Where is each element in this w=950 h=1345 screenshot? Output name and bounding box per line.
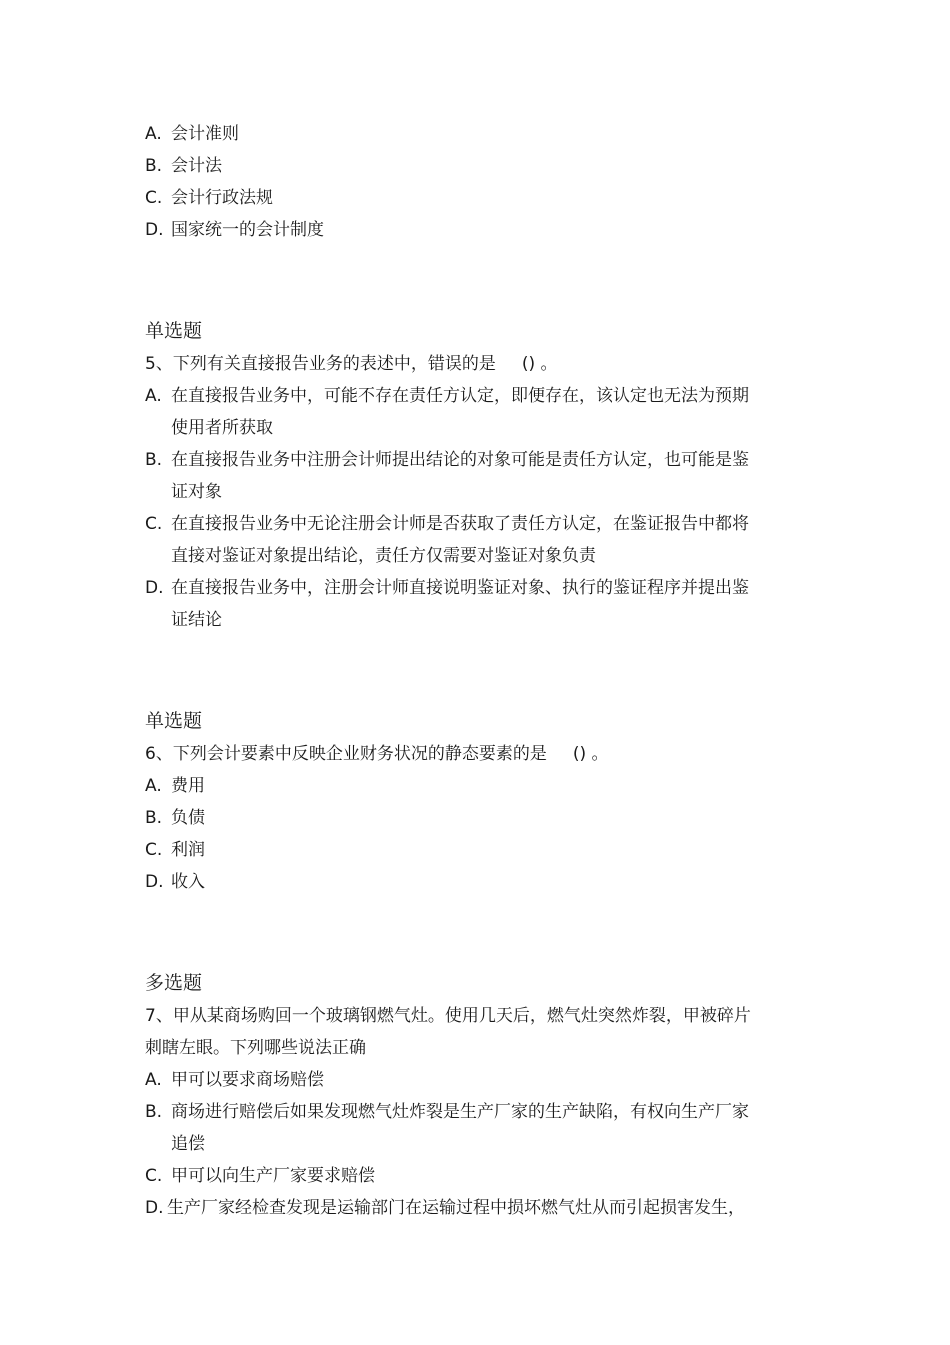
option-text: 国家统一的会计制度 <box>171 220 324 240</box>
q4-option-c <box>145 182 763 214</box>
option-text: 在直接报告业务中，注册会计师直接说明鉴证对象、执行的鉴证程序并提出鉴证结论 <box>171 578 749 630</box>
option-letter: B. <box>145 450 163 470</box>
q4-option-d <box>145 214 763 246</box>
option-letter: D. <box>145 872 164 892</box>
q6-option-a <box>145 770 763 802</box>
option-text: 商场进行赔偿后如果发现燃气灶炸裂是生产厂家的生产缺陷，有权向生产厂家追偿 <box>171 1102 749 1154</box>
option-letter: D. <box>145 1198 164 1218</box>
stem-text: 6、下列会计要素中反映企业财务状况的静态要素的是 <box>145 744 547 764</box>
option-text: 在直接报告业务中注册会计师提出结论的对象可能是责任方认定，也可能是鉴证对象 <box>171 450 749 502</box>
q4-option-a <box>145 118 763 150</box>
option-text: 费用 <box>171 776 205 796</box>
option-letter: A. <box>145 1070 162 1090</box>
option-letter: C. <box>145 188 163 208</box>
option-letter: C. <box>145 1166 163 1186</box>
question-type-heading: 多选题 <box>145 972 203 994</box>
question-type-heading: 单选题 <box>145 710 203 732</box>
option-letter: A. <box>145 386 162 406</box>
q5-option-c <box>145 508 763 572</box>
option-text: 会计行政法规 <box>171 188 273 208</box>
option-text: 会计准则 <box>171 124 239 144</box>
option-letter: D. <box>145 220 164 240</box>
q4-options <box>145 118 763 246</box>
option-text: 生产厂家经检查发现是运输部门在运输过程中损坏燃气灶从而引起损害发生， <box>167 1198 745 1218</box>
option-letter: C. <box>145 514 163 534</box>
question-7 <box>145 966 763 1224</box>
option-text: 甲可以要求商场赔偿 <box>171 1070 324 1090</box>
question-stem <box>145 738 763 770</box>
q7-option-c <box>145 1160 763 1192</box>
q5-option-a <box>145 380 763 444</box>
option-letter: B. <box>145 1102 163 1122</box>
option-text: 收入 <box>171 872 205 892</box>
stem-blank: () 。 <box>521 354 558 374</box>
option-letter: B. <box>145 156 163 176</box>
option-letter: A. <box>145 776 162 796</box>
q6-option-d <box>145 866 763 898</box>
option-text: 在直接报告业务中无论注册会计师是否获取了责任方认定，在鉴证报告中都将直接对鉴证对象提出结论，责任方仅需要对鉴证对象负责 <box>171 514 749 566</box>
question-5 <box>145 314 763 636</box>
q6-option-c <box>145 834 763 866</box>
option-letter: B. <box>145 808 163 828</box>
q7-option-b <box>145 1096 763 1160</box>
option-letter: C. <box>145 840 163 860</box>
option-letter: A. <box>145 124 162 144</box>
option-letter: D. <box>145 578 164 598</box>
option-text: 利润 <box>171 840 205 860</box>
q7-option-d <box>145 1192 763 1224</box>
q5-option-b <box>145 444 763 508</box>
q5-option-d <box>145 572 763 636</box>
option-text: 甲可以向生产厂家要求赔偿 <box>171 1166 375 1186</box>
option-text: 会计法 <box>171 156 222 176</box>
q7-option-a <box>145 1064 763 1096</box>
stem-text: 5、下列有关直接报告业务的表述中，错误的是 <box>145 354 496 374</box>
question-stem <box>145 348 763 380</box>
q6-option-b <box>145 802 763 834</box>
option-text: 负债 <box>171 808 205 828</box>
q4-option-b <box>145 150 763 182</box>
question-type-heading: 单选题 <box>145 320 203 342</box>
document-page <box>145 118 763 1224</box>
stem-blank: () 。 <box>572 744 609 764</box>
question-6 <box>145 704 763 898</box>
question-stem: 7、甲从某商场购回一个玻璃钢燃气灶。使用几天后，燃气灶突然炸裂，甲被碎片刺瞎左眼。下列哪些说法正确 <box>145 1006 751 1058</box>
option-text: 在直接报告业务中，可能不存在责任方认定，即便存在，该认定也无法为预期使用者所获取 <box>171 386 749 438</box>
